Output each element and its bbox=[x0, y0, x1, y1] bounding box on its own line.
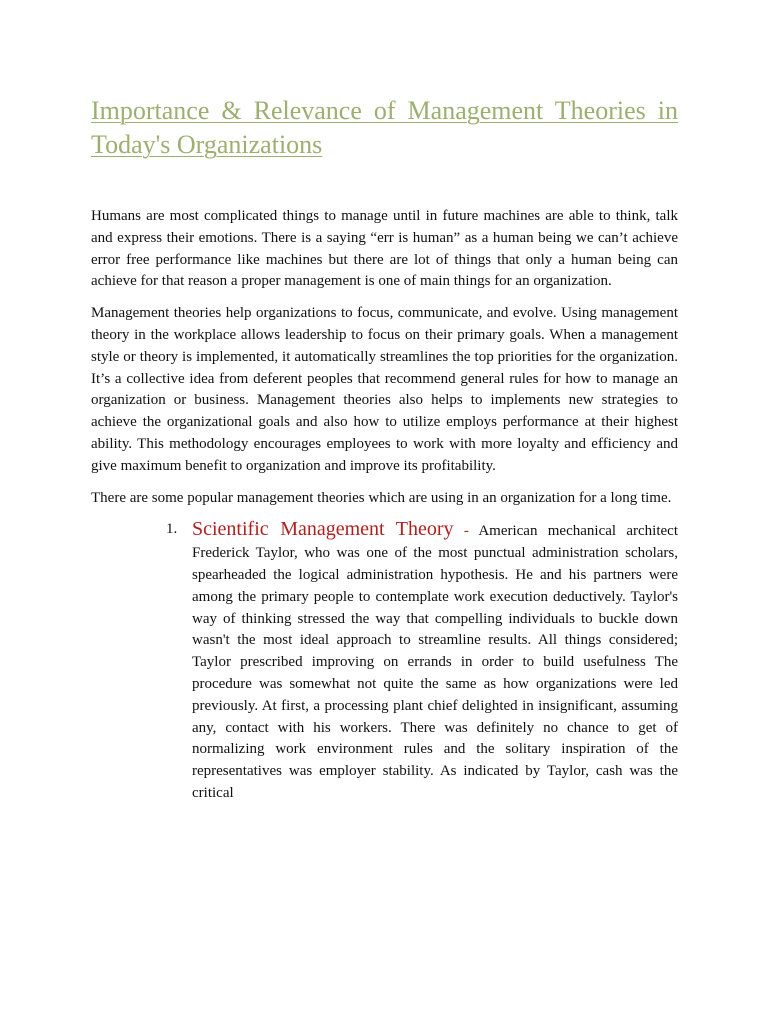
management-theories-paragraph: Management theories help organizations to focus, communicate, and evolve. Using management theory in the workplace allows leadership to focus on their primary goals. When a management style or theory is implemented, it automatically streamlines the top priorities for the organization. It’s a collective idea from deferent peoples that recommend general rules for how to manage an organization or business. Management theories also helps to implements new strategies to achieve the organizational goals and also how to utilize employs performance at their highest ability. This methodology encourages employees to work with more loyalty and efficiency and give maximum benefit to organization and improve its profitability. bbox=[91, 305, 678, 474]
list-item-dash: - bbox=[453, 523, 479, 540]
list-item-number: 1. bbox=[166, 521, 178, 538]
document-body bbox=[91, 206, 678, 805]
popular-theories-paragraph: There are some popular management theories which are using in an organization for a long time. bbox=[91, 489, 672, 506]
list-item bbox=[91, 519, 678, 804]
list-item-heading: Scientific Management Theory bbox=[192, 518, 454, 541]
document-title: Importance & Relevance of Management Theories in Today's Organizations bbox=[91, 96, 678, 159]
list-item-text: American mechanical architect Frederick Taylor, who was one of the most punctual administration scholars, spearheaded the logical administration hypothesis. He and his partners were among the primary people to contemplate work execution deductively. Taylor's way of thinking stressed the way that compelling individuals to buckle down wasn't the most ideal approach to streamline results. All things considered; Taylor prescribed improving on errands in order to build usefulness The procedure was somewhat not quite the same as how organizations were led previously. At first, a processing plant chief delighted in insignificant, assuming any, contact with his workers. There was definitely no chance to get of normalizing work environment rules and the solitary inspiration of the representatives was employer stability. As indicated by Taylor, cash was the critical bbox=[192, 523, 678, 801]
intro-paragraph: Humans are most complicated things to manage until in future machines are able to think, talk and express their emotions. There is a saying “err is human” as a human being we can’t achieve error free performance like machines but there are lot of things that only a human being can achieve for that reason a proper management is one of main things for an organization. bbox=[91, 208, 678, 290]
theories-list bbox=[91, 519, 678, 804]
